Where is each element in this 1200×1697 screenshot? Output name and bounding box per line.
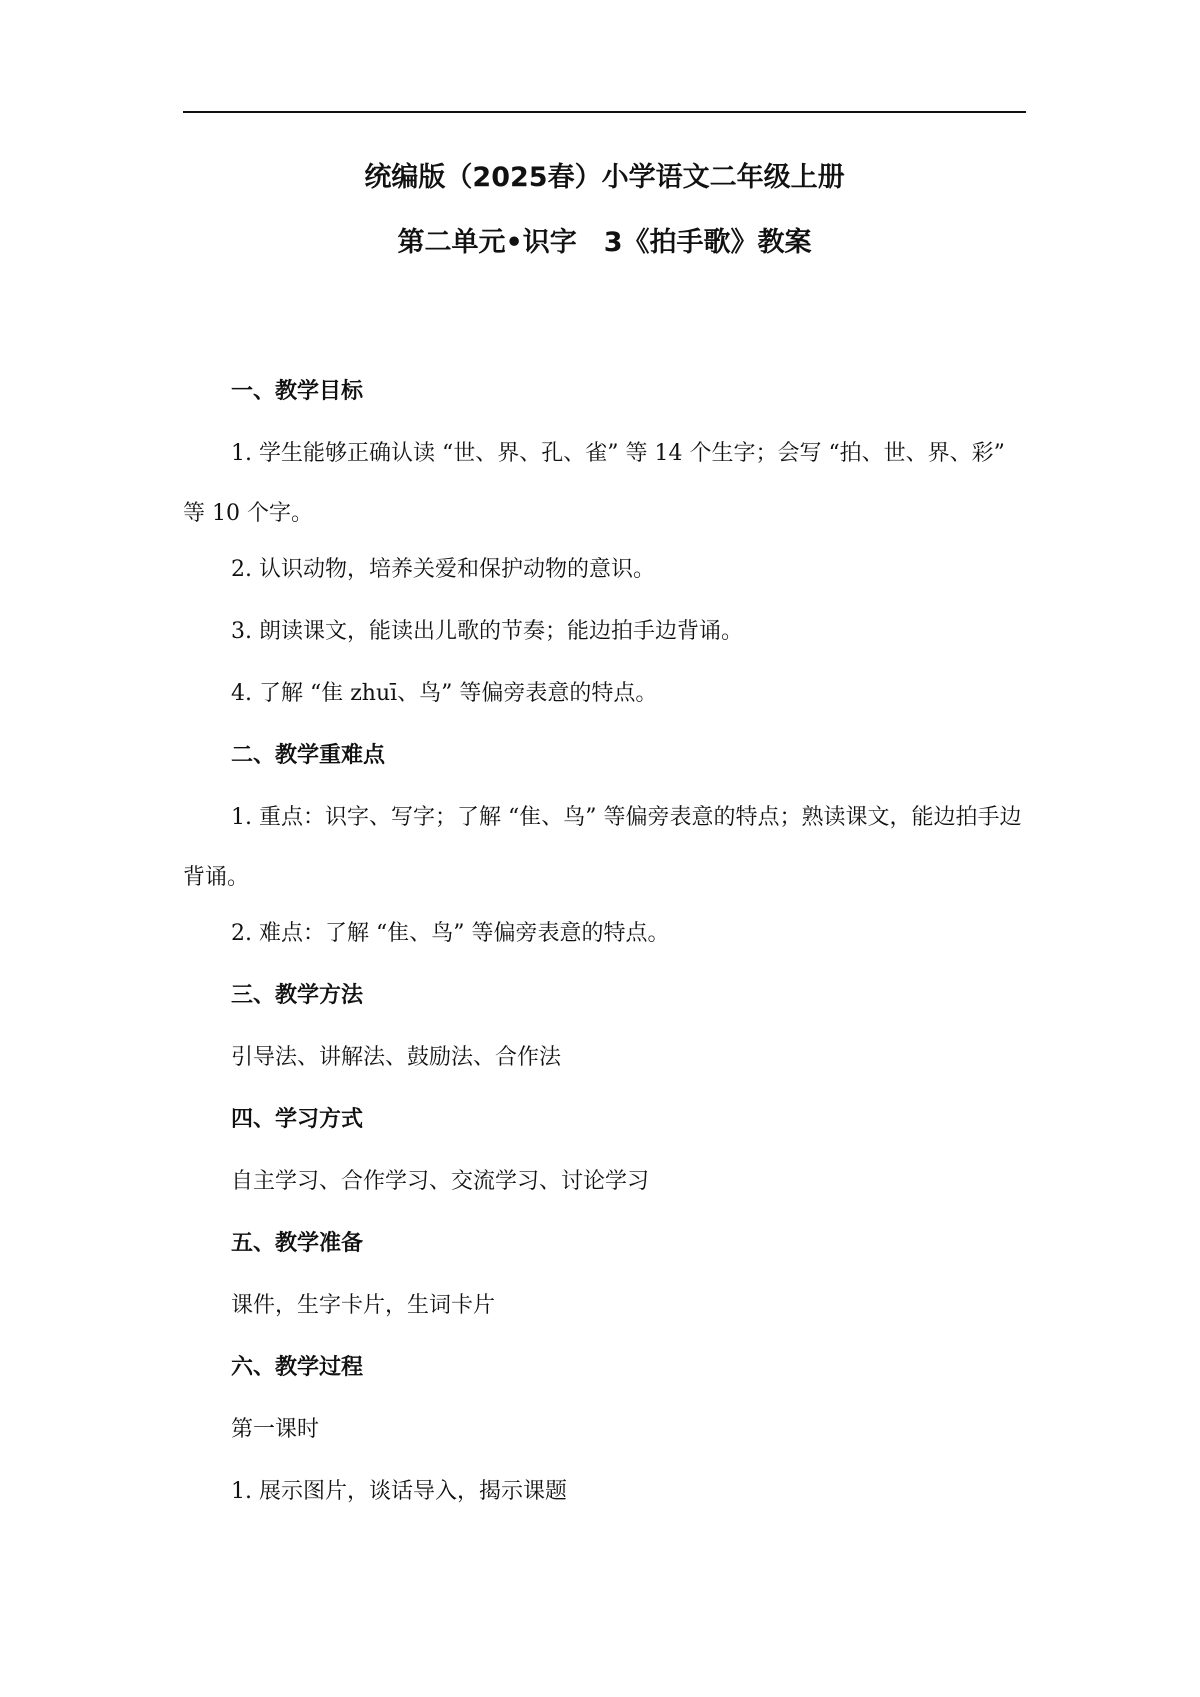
section-heading-objectives: 一、教学目标	[231, 379, 364, 404]
process-step-1: 1. 展示图片，谈话导入，揭示课题	[231, 1479, 567, 1504]
preparation-text: 课件，生字卡片，生词卡片	[231, 1293, 496, 1318]
header-rule	[183, 111, 1026, 113]
key-point-item-2: 2. 难点：了解 “隹、鸟” 等偏旁表意的特点。	[231, 921, 670, 946]
document-subtitle: 第二单元•识字 3《拍手歌》教案	[397, 227, 812, 258]
objective-item-4: 4. 了解 “隹 zhuī、鸟” 等偏旁表意的特点。	[231, 681, 658, 706]
section-heading-methods: 三、教学方法	[231, 983, 364, 1008]
section-heading-process: 六、教学过程	[231, 1355, 364, 1380]
key-point-item-1: 1. 重点：识字、写字；了解 “隹、鸟” 等偏旁表意的特点；熟读课文，能边拍手边背诵。	[183, 805, 1022, 890]
objective-item-3: 3. 朗读课文，能读出儿歌的节奏；能边拍手边背诵。	[231, 619, 743, 644]
section-heading-preparation: 五、教学准备	[231, 1231, 364, 1256]
learning-modes-text: 自主学习、合作学习、交流学习、讨论学习	[231, 1169, 650, 1194]
section-heading-key-points: 二、教学重难点	[231, 743, 386, 768]
section-heading-learning-modes: 四、学习方式	[231, 1107, 364, 1132]
objective-item-2: 2. 认识动物，培养关爱和保护动物的意识。	[231, 557, 655, 582]
process-lesson-label: 第一课时	[231, 1417, 320, 1442]
objective-item-1: 1. 学生能够正确认读 “世、界、孔、雀” 等 14 个生字；会写 “拍、世、界、彩” 等 10 个字。	[183, 441, 1005, 526]
methods-text: 引导法、讲解法、鼓励法、合作法	[231, 1045, 562, 1070]
document-title: 统编版（2025春）小学语文二年级上册	[364, 162, 845, 193]
